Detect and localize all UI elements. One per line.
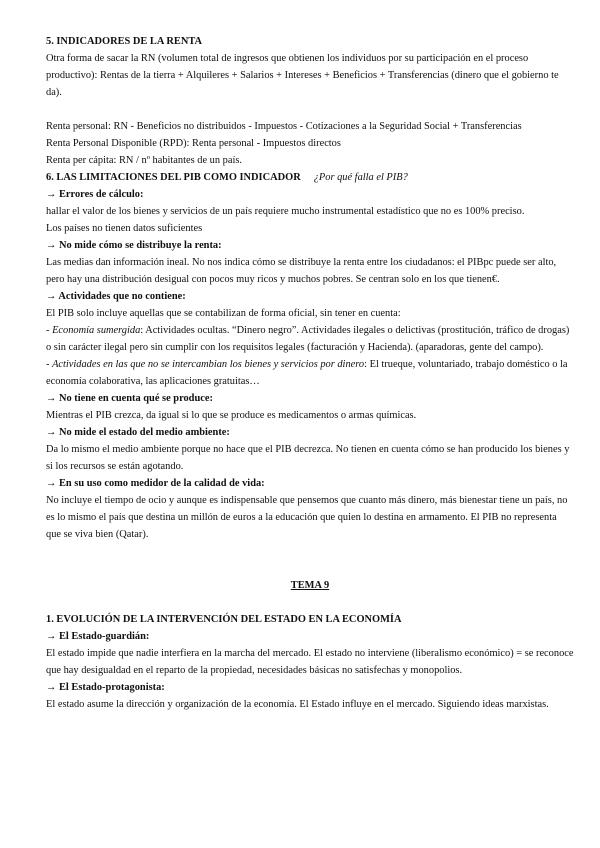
- arrow-right-icon: →: [46, 393, 57, 404]
- section-5-heading: 5. INDICADORES DE LA RENTA: [46, 36, 202, 47]
- produccion-title: No tiene en cuenta qué se produce:: [59, 393, 213, 404]
- errores-text-2: Los países no tienen datos suficientes: [46, 223, 203, 234]
- tema-title: TEMA 9: [290, 580, 330, 591]
- spacer: [46, 560, 574, 577]
- protagonista-heading: [46, 679, 574, 696]
- actividades-text: El PIB solo incluye aquellas que se contabilizan de forma oficial, sin tener en cuenta:: [46, 308, 401, 319]
- no-intercambio-text: : El trueque, voluntariado, trabajo doméstico o la economía colaborativa, las aplicaciones gratuitas…: [46, 359, 568, 387]
- actividades-title: Actividades que no contiene:: [58, 291, 186, 302]
- section-6-heading-line: [46, 169, 574, 186]
- protagonista-text: El estado asume la dirección y organización de la economía. El Estado influye en el mercado. Siguiendo ideas marxistas.: [46, 699, 549, 710]
- document-body: [46, 33, 574, 713]
- guardian-title: El Estado-guardián:: [59, 631, 150, 642]
- actividades-item-2: - Actividades en las que no se intercambian los bienes y servicios por dinero: El trueque, voluntariado, trabajo doméstico o la economía colaborativa, las aplicaciones gratuitas…: [46, 359, 568, 387]
- rpd-line: Renta Personal Disponible (RPD): Renta personal - Impuestos directos: [46, 138, 341, 149]
- calidad-vida-heading: [46, 475, 574, 492]
- calidad-vida-text: No incluye el tiempo de ocio y aunque es indispensable que pensemos que cuanto más dinero, más bienestar tiene un país, no es lo mismo el país que destina un millón de euros a la educación que quien lo destina en armamento. El PIB no representa que se viva bien (Qatar).: [46, 495, 568, 540]
- actividades-item-1: - Economía sumergida: Actividades ocultas. “Dinero negro”. Actividades ilegales o delictivas (prostitución, tráfico de drogas) o sin carácter ilegal pero sin cumplir con los requisitos legales (facturación y Hacienda). (aparadoras, gente del campo).: [46, 325, 570, 353]
- errores-title: Errores de cálculo:: [59, 189, 144, 200]
- guardian-text: El estado impide que nadie interfiera en la marcha del mercado. El estado no interviene (liberalismo económico) = se reconoce que hay desigualdad en el reparto de la propiedad, necesidades básicas no satisfechas y monopolios.: [46, 648, 574, 676]
- section-6-question: ¿Por qué falla el PIB?: [313, 172, 408, 183]
- errores-heading: [46, 186, 574, 203]
- arrow-right-icon: →: [46, 427, 57, 438]
- medio-ambiente-title: No mide el estado del medio ambiente:: [59, 427, 230, 438]
- renta-per-capita-line: Renta per cápita: RN / nº habitantes de un país.: [46, 155, 242, 166]
- protagonista-title: El Estado-protagonista:: [59, 682, 165, 693]
- spacer: [46, 594, 574, 611]
- section-1-heading: 1. EVOLUCIÓN DE LA INTERVENCIÓN DEL ESTADO EN LA ECONOMÍA: [46, 614, 402, 625]
- renta-personal-line: Renta personal: RN - Beneficios no distribuidos - Impuestos - Cotizaciones a la Seguridad Social + Transferencias: [46, 121, 522, 132]
- arrow-right-icon: →: [46, 240, 57, 251]
- produccion-heading: [46, 390, 574, 407]
- errores-text-1: hallar el valor de los bienes y servicios de un país requiere mucho instrumental estadístico que no es 100% preciso.: [46, 206, 525, 217]
- distribucion-text: Las medias dan información ineal. No nos indica cómo se distribuye la renta entre los ciudadanos: el PIBpc puede ser alto, pero hay una distribución desigual con pocos muy ricos y muchos pobres. Se centran solo en los que tienen€.: [46, 257, 557, 285]
- arrow-right-icon: →: [46, 291, 57, 302]
- guardian-heading: [46, 628, 574, 645]
- section-6-heading: 6. LAS LIMITACIONES DEL PIB COMO INDICADOR: [46, 172, 301, 183]
- actividades-heading: [46, 288, 574, 305]
- economia-sumergida-label: Economía sumergida: [52, 325, 141, 336]
- spacer: [46, 101, 574, 118]
- distribucion-heading: [46, 237, 574, 254]
- spacer: [46, 543, 574, 560]
- no-intercambio-label: Actividades en las que no se intercambian los bienes y servicios por dinero: [52, 359, 365, 370]
- arrow-right-icon: →: [46, 189, 57, 200]
- medio-ambiente-heading: [46, 424, 574, 441]
- arrow-right-icon: →: [46, 631, 57, 642]
- calidad-vida-title: En su uso como medidor de la calidad de vida:: [59, 478, 265, 489]
- economia-sumergida-text: : Actividades ocultas. “Dinero negro”. Actividades ilegales o delictivas (prostitución, tráfico de drogas) o sin carácter ilegal pero sin cumplir con los requisitos legales (facturación y Hacienda). (aparadoras, gente del campo).: [46, 325, 570, 353]
- arrow-right-icon: →: [46, 682, 57, 693]
- distribucion-title: No mide cómo se distribuye la renta:: [59, 240, 222, 251]
- section-5-intro: Otra forma de sacar la RN (volumen total de ingresos que obtienen los individuos por su participación en el proceso productivo): Rentas de la tierra + Alquileres + Salarios + Intereses + Beneficios + Transferencias (dinero que el gobierno te da).: [46, 53, 559, 98]
- produccion-text: Mientras el PIB crezca, da igual si lo que se produce es medicamentos o armas químicas.: [46, 410, 417, 421]
- arrow-right-icon: →: [46, 478, 57, 489]
- medio-ambiente-text: Da lo mismo el medio ambiente porque no hace que el PIB decrezca. No tienen en cuenta cómo se han producido los bienes y si los recursos se están agotando.: [46, 444, 570, 472]
